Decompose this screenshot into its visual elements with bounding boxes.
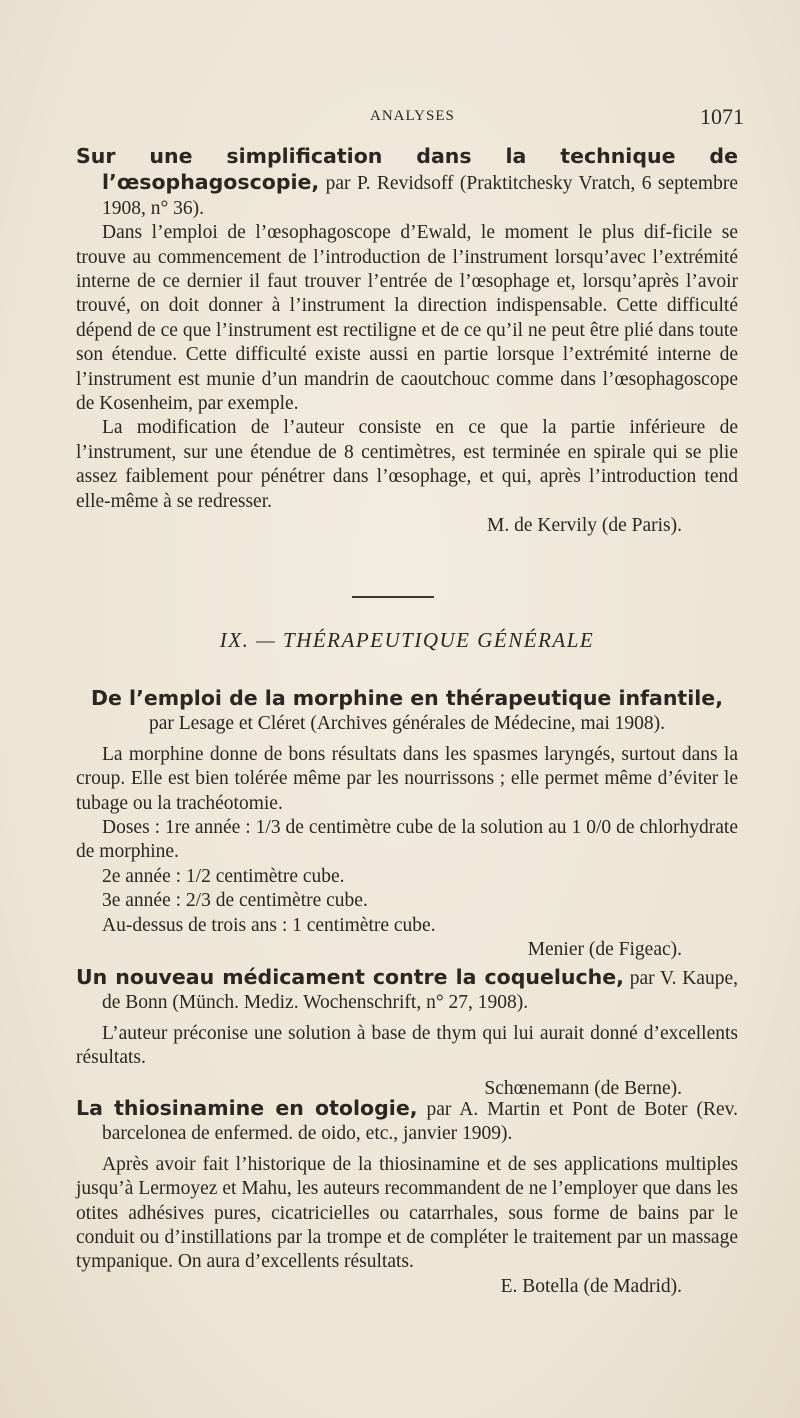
signature: M. de Kervily (de Paris).: [487, 515, 682, 537]
paragraph: Au-dessus de trois ans : 1 centimètre cube.: [102, 914, 436, 936]
signature: E. Botella (de Madrid).: [500, 1275, 682, 1297]
divider-rule: [352, 596, 434, 598]
article-byline: par Lesage et Cléret (Archives générales de Médecine, mai 1908).: [149, 713, 665, 735]
running-head: [80, 104, 744, 130]
signature: Menier (de Figeac).: [527, 939, 682, 961]
article-title: Sur une simplification dans la technique de l’œsophagoscopie,: [76, 144, 738, 195]
article-oesophagoscopie: [76, 144, 738, 539]
paragraph: L’auteur préconise une solution à base de thym qui lui aurait donné d’excellents résultats.: [76, 1022, 738, 1069]
article-heading: [76, 686, 738, 712]
article-byline: par P. Revidsoff (Praktitchesky Vratch, 6 septembre 1908, n° 36).: [102, 173, 739, 219]
paragraph: La morphine donne de bons résultats dans les spasmes laryngés, surtout dans la croup. Elle est bien tolérée même par les nourrissons ; elle permet même d’éviter le tubage ou la trachéotomie.: [76, 743, 738, 814]
article-byline: par A. Martin et Pont de Boter (Rev. barcelonea de enfermed. de oido, etc., janvier 1909).: [102, 1099, 739, 1145]
article-heading: [76, 1096, 738, 1147]
paragraph: La modification de l’auteur consiste en ce que la partie inférieure de l’instrument, sur une étendue de 8 centimètres, est terminée en spirale qui se plie assez faiblement pour pénétrer dans l’œsophage, et qui, après l’introduction tend elle-même à se redresser.: [76, 417, 738, 512]
section-title: IX. — THÉRAPEUTIQUE GÉNÉRALE: [219, 628, 595, 652]
article-byline: par V. Kaupe, de Bonn (Münch. Mediz. Wochenschrift, n° 27, 1908).: [102, 968, 738, 1014]
paragraph: Après avoir fait l’historique de la thiosinamine et de ses applications multiples jusqu’à Lermoyez et Mahu, les auteurs recommandent de ne l’employer que dans les otites adhésives pures, cicatricielles ou catarrhales, sous forme de bains par le conduit ou d’instillations par la trompe et de compléter le traitement par un massage tympanique. On aura d’excellents résultats.: [76, 1153, 738, 1273]
article-title: De l’emploi de la morphine en thérapeutique infantile,: [91, 686, 723, 710]
running-head-title: ANALYSES: [370, 108, 455, 124]
paragraph: Doses : 1re année : 1/3 de centimètre cube de la solution au 1 0/0 de chlorhydrate de morphine.: [76, 817, 738, 863]
signature: Schœnemann (de Berne).: [484, 1077, 682, 1099]
article-heading: [76, 965, 738, 1016]
paragraph: Dans l’emploi de l’œsophagoscope d’Ewald, le moment le plus dif-ficile se trouve au commencement de l’introduction de l’instrument lorsqu’avec l’extrémité interne de ce dernier il faut trouver l’entrée de l’œsophage et, lorsqu’après l’avoir trouvé, on doit donner à l’instrument la direction indispensable. Cette difficulté dépend de ce que l’instrument est rectiligne et de ce qu’il ne peut être plié dans toute son étendue. Cette difficulté existe aussi en partie lorsque l’extrémité interne de l’instrument est munie d’un mandrin de caoutchouc comme dans l’œsophagoscope de Kosenheim, par exemple.: [76, 222, 738, 415]
article-heading: [76, 144, 738, 221]
article-title: La thiosinamine en otologie,: [76, 1096, 418, 1120]
article-coqueluche: [76, 965, 738, 1101]
article-thiosinamine: [76, 1096, 738, 1299]
page-number: 1071: [700, 104, 744, 129]
article-morphine: [76, 686, 738, 962]
paragraph: 2e année : 1/2 centimètre cube.: [102, 865, 345, 887]
article-title: Un nouveau médicament contre la coqueluche,: [76, 965, 624, 989]
paragraph: 3e année : 2/3 de centimètre cube.: [102, 890, 368, 912]
